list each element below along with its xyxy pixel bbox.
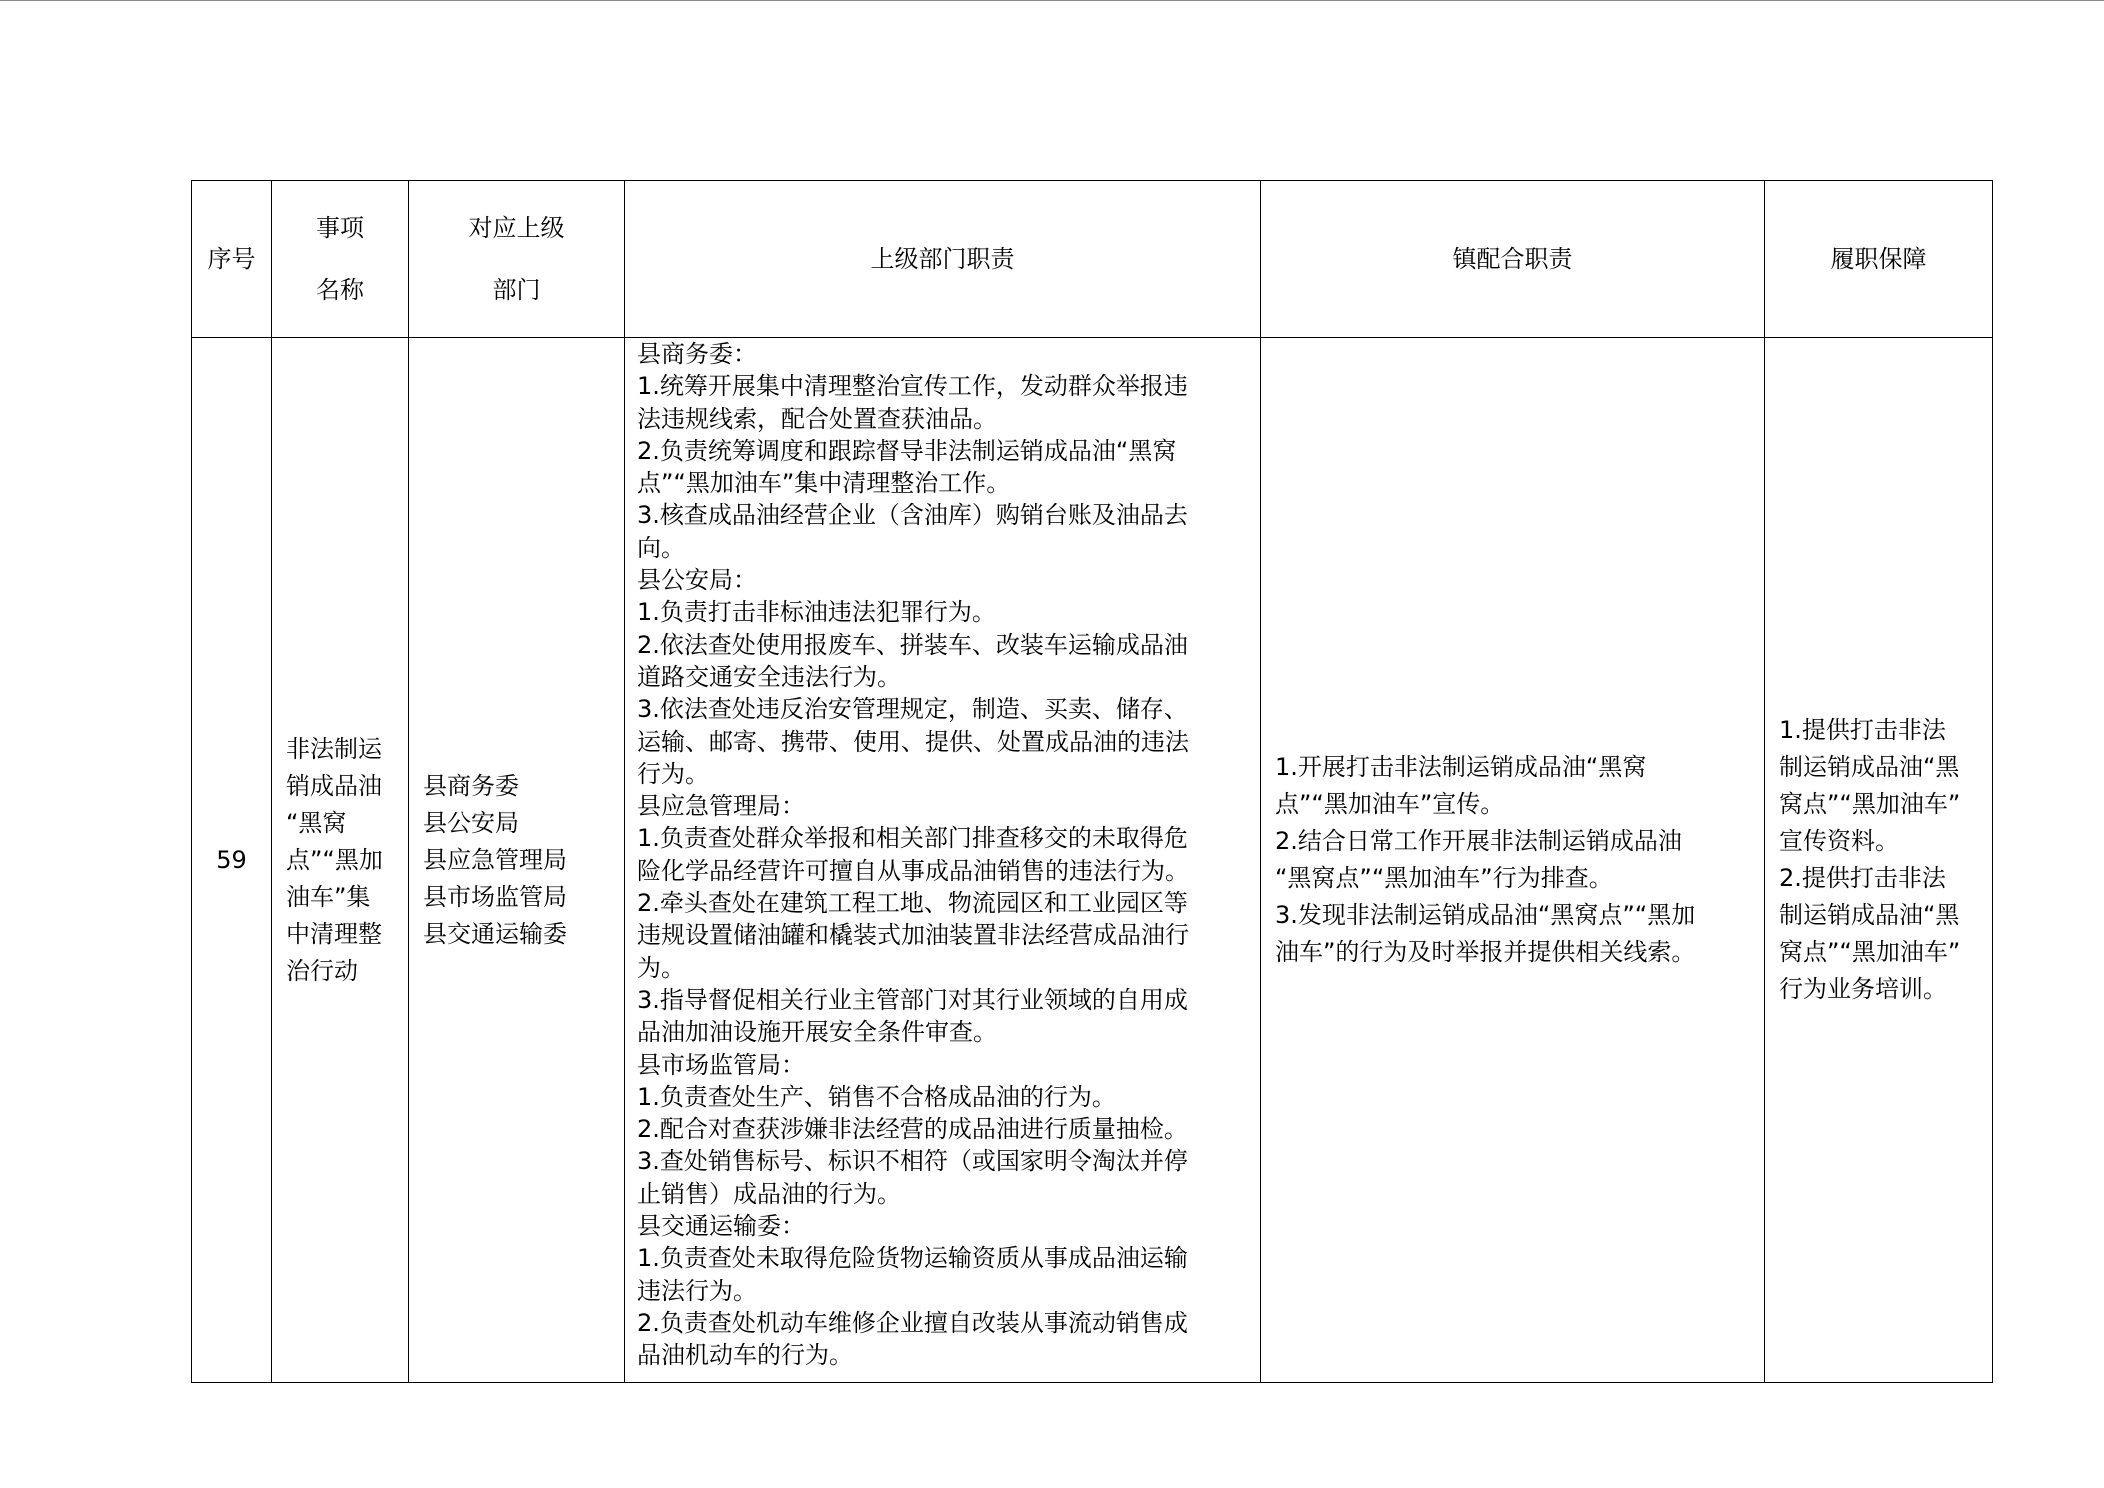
text-line: 县商务委 — [423, 771, 519, 800]
text-line: 2.结合日常工作开展非法制运销成品油 — [1275, 827, 1682, 855]
table-row — [192, 338, 1993, 1383]
text-line: 违规设置储油罐和橇装式加油装置非法经营成品油行 — [637, 921, 1189, 950]
text-line: 销成品油 — [286, 771, 382, 800]
text-line: 法违规线索，配合处置查获油品。 — [637, 404, 997, 433]
text-line: 2.负责查处机动车维修企业擅自改装从事流动销售成 — [637, 1308, 1188, 1337]
text-line: 1.统筹开展集中清理整治宣传工作，发动群众举报违 — [637, 372, 1188, 401]
header-seq: 序号 — [192, 181, 272, 338]
text-line: 为。 — [637, 953, 685, 982]
text-line: “黑窝 — [286, 808, 347, 837]
text-line: 向。 — [637, 533, 685, 562]
text-line: 点”“黑加 — [286, 845, 383, 874]
row-item-name — [272, 338, 409, 1383]
text-line: “黑窝点”“黑加油车”行为排查。 — [1275, 864, 1613, 892]
text-line: 3.核查成品油经营企业（含油库）购销台账及油品去 — [637, 501, 1188, 530]
text-line: 宣传资料。 — [1779, 827, 1899, 855]
text-line: 治行动 — [286, 956, 358, 985]
text-line: 县公安局 — [423, 808, 519, 837]
header-town-duty: 镇配合职责 — [1261, 181, 1765, 338]
row-seq: 59 — [192, 338, 272, 1383]
text-line: 1.负责查处未取得危险货物运输资质从事成品油运输 — [637, 1244, 1188, 1273]
text-line: 县交通运输委 — [423, 919, 567, 948]
text-line: 县商务委： — [637, 340, 757, 368]
text-line: 2.负责统筹调度和跟踪督导非法制运销成品油“黑窝 — [637, 436, 1177, 465]
header-item-name-line1: 事项 — [316, 214, 364, 242]
text-line: 品油加油设施开展安全条件审查。 — [637, 1018, 997, 1047]
text-line: 县交通运输委： — [637, 1212, 805, 1241]
text-line: 制运销成品油“黑 — [1779, 901, 1960, 929]
text-line: 3.查处销售标号、标识不相符（或国家明令淘汰并停 — [637, 1147, 1188, 1176]
page-top-rule — [0, 0, 2104, 1]
text-line: 3.依法查处违反治安管理规定，制造、买卖、储存、 — [637, 695, 1188, 724]
text-line: 1.开展打击非法制运销成品油“黑窝 — [1275, 753, 1647, 781]
text-line: 1.提供打击非法 — [1779, 716, 1946, 744]
text-line: 行为。 — [637, 759, 709, 788]
text-line: 2.依法查处使用报废车、拼装车、改装车运输成品油 — [637, 630, 1188, 659]
text-line: 非法制运 — [286, 734, 382, 763]
header-superior-dept — [409, 181, 625, 338]
text-line: 1.负责查处群众举报和相关部门排查移交的未取得危 — [637, 824, 1188, 853]
text-line: 县市场监管局： — [637, 1050, 805, 1079]
row-guarantees — [1765, 338, 1993, 1383]
text-line: 2.配合对查获涉嫌非法经营的成品油进行质量抽检。 — [637, 1115, 1188, 1144]
text-line: 油车”集 — [286, 882, 371, 911]
header-superior-dept-line2: 部门 — [492, 276, 541, 304]
text-line: 县应急管理局： — [637, 792, 805, 821]
text-line: 3.发现非法制运销成品油“黑窝点”“黑加 — [1275, 901, 1696, 929]
header-guarantee: 履职保障 — [1765, 181, 1993, 338]
row-town-duties — [1261, 338, 1765, 1383]
header-item-name-line2: 名称 — [316, 276, 364, 304]
text-line: 县公安局： — [637, 566, 757, 595]
text-line: 油车”的行为及时举报并提供相关线索。 — [1275, 938, 1696, 966]
text-line: 道路交通安全违法行为。 — [637, 662, 901, 691]
text-line: 违法行为。 — [637, 1276, 757, 1305]
text-line: 1.负责查处生产、销售不合格成品油的行为。 — [637, 1082, 1116, 1111]
responsibility-table — [191, 180, 1993, 1383]
text-line: 运输、邮寄、携带、使用、提供、处置成品油的违法 — [637, 727, 1189, 756]
header-superior-dept-line1: 对应上级 — [468, 214, 565, 242]
text-line: 止销售）成品油的行为。 — [637, 1179, 901, 1208]
text-line: 险化学品经营许可擅自从事成品油销售的违法行为。 — [637, 856, 1189, 885]
text-line: 行为业务培训。 — [1779, 975, 1947, 1003]
text-line: 县市场监管局 — [423, 882, 567, 911]
text-line: 窝点”“黑加油车” — [1779, 790, 1961, 818]
text-line: 1.负责打击非标油违法犯罪行为。 — [637, 598, 996, 627]
text-line: 3.指导督促相关行业主管部门对其行业领域的自用成 — [637, 985, 1188, 1014]
text-line: 制运销成品油“黑 — [1779, 753, 1960, 781]
row-superior-duties — [625, 338, 1261, 1383]
header-row — [192, 181, 1993, 338]
text-line: 县应急管理局 — [423, 845, 567, 874]
row-superior-depts — [409, 338, 625, 1383]
text-line: 2.提供打击非法 — [1779, 864, 1946, 892]
text-line: 2.牵头查处在建筑工程工地、物流园区和工业园区等 — [637, 889, 1188, 918]
header-superior-duty: 上级部门职责 — [625, 181, 1261, 338]
text-line: 中清理整 — [286, 919, 382, 948]
header-item-name — [272, 181, 409, 338]
text-line: 点”“黑加油车”宣传。 — [1275, 790, 1505, 818]
text-line: 点”“黑加油车”集中清理整治工作。 — [637, 469, 1011, 498]
text-line: 品油机动车的行为。 — [637, 1341, 853, 1370]
text-line: 窝点”“黑加油车” — [1779, 938, 1961, 966]
